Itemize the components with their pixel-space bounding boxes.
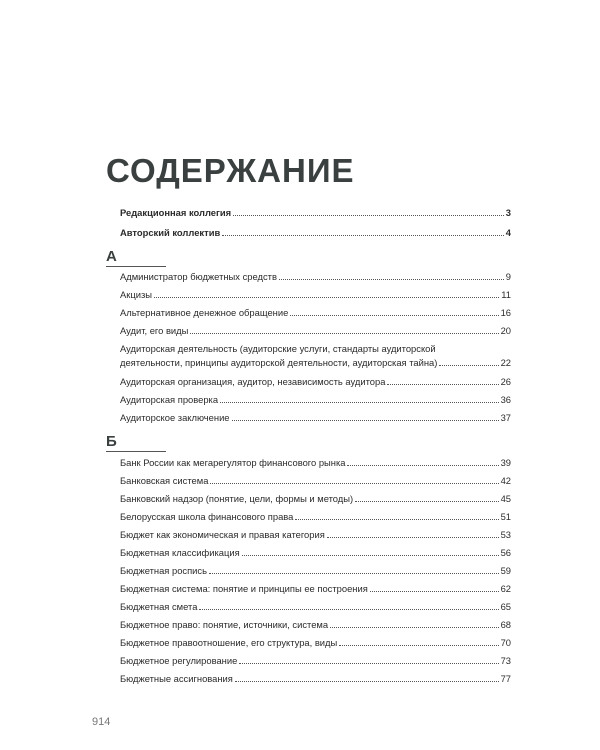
toc-entry[interactable] — [120, 412, 511, 424]
toc-entry[interactable] — [120, 655, 511, 667]
toc-entry-label-line1: Аудиторская деятельность (аудиторские услуги, стандарты аудиторской — [120, 343, 436, 354]
dot-leader — [355, 501, 498, 502]
toc-entry-page: 73 — [500, 655, 511, 666]
toc-entry[interactable] — [120, 565, 511, 577]
section-letter-a: А — [106, 248, 117, 265]
toc-entry-label: Бюджетное регулирование — [120, 655, 238, 666]
toc-entry-label-line2: деятельности, принципы аудиторской деятельности, аудиторская тайна) — [120, 357, 438, 368]
dot-leader — [239, 663, 498, 664]
toc-entry-page: 70 — [500, 637, 511, 648]
toc-entry[interactable] — [120, 637, 511, 649]
section-divider — [106, 266, 166, 267]
toc-entry[interactable] — [120, 673, 511, 685]
toc-entry-label: Банк России как мегарегулятор финансового рынка — [120, 457, 346, 468]
toc-entry-label: Бюджетное правоотношение, его структура, виды — [120, 637, 338, 648]
toc-entry-label: Администратор бюджетных средств — [120, 271, 277, 282]
toc-entry[interactable] — [120, 511, 511, 523]
toc-entry-page: 36 — [500, 394, 511, 405]
page-number: 914 — [92, 716, 111, 728]
dot-leader — [235, 681, 499, 682]
toc-entry[interactable] — [120, 289, 511, 301]
toc-entry[interactable] — [120, 601, 511, 613]
toc-entry-label: Бюджет как экономическая и правая категория — [120, 529, 325, 540]
toc-entry-label: Бюджетное право: понятие, источники, система — [120, 619, 329, 630]
toc-entry-label: Аудиторская проверка — [120, 394, 219, 405]
toc-entry-label: Бюджетная классификация — [120, 547, 240, 558]
dot-leader — [209, 573, 499, 574]
toc-entry-label: Белорусская школа финансового права — [120, 511, 294, 522]
toc-entry[interactable] — [120, 307, 511, 319]
toc-entry[interactable] — [120, 227, 511, 239]
dot-leader — [279, 279, 504, 280]
toc-entry-page: 68 — [500, 619, 511, 630]
toc-entry-label: Авторский коллектив — [120, 227, 221, 238]
toc-entry[interactable] — [120, 529, 511, 541]
toc-entry-page: 53 — [500, 529, 511, 540]
toc-entry[interactable] — [120, 475, 511, 487]
toc-entry-page: 11 — [501, 289, 511, 300]
toc-entry[interactable] — [120, 583, 511, 595]
toc-entry-page: 4 — [505, 227, 511, 238]
toc-entry-label: Бюджетная система: понятие и принципы ее построения — [120, 583, 368, 594]
dot-leader — [290, 315, 498, 316]
toc-entry-page: 16 — [500, 307, 511, 318]
toc-entry[interactable] — [120, 271, 511, 283]
toc-entry-label: Редакционная коллегия — [120, 207, 232, 218]
toc-entry-label: Банковская система — [120, 475, 209, 486]
toc-entry-label: Банковский надзор (понятие, цели, формы и методы) — [120, 493, 354, 504]
toc-entry-label: Аудиторское заключение — [120, 412, 230, 423]
dot-leader — [233, 215, 504, 216]
dot-leader — [387, 384, 498, 385]
toc-entry-page: 20 — [500, 325, 511, 336]
toc-entry-page: 26 — [500, 376, 511, 387]
toc-entry-page: 42 — [500, 475, 511, 486]
section-letter-b: Б — [106, 433, 117, 450]
dot-leader — [199, 609, 498, 610]
dot-leader — [242, 555, 499, 556]
dot-leader — [439, 365, 498, 366]
toc-entry-page: 22 — [500, 357, 511, 368]
toc-entry-page: 45 — [500, 493, 511, 504]
toc-entry-page: 37 — [500, 412, 511, 423]
toc-entry[interactable] — [120, 493, 511, 505]
toc-entry-page: 56 — [500, 547, 511, 558]
dot-leader — [295, 519, 498, 520]
dot-leader — [220, 402, 498, 403]
toc-entry-multiline[interactable] — [120, 342, 511, 370]
toc-entry-page: 3 — [505, 207, 511, 218]
toc-entry[interactable] — [120, 376, 511, 388]
toc-entry-label: Аудит, его виды — [120, 325, 189, 336]
toc-entry[interactable] — [120, 394, 511, 406]
toc-entry-label: Бюджетная смета — [120, 601, 198, 612]
toc-entry-page: 77 — [500, 673, 511, 684]
toc-entry-page: 39 — [500, 457, 511, 468]
dot-leader — [190, 333, 498, 334]
toc-entry[interactable] — [120, 325, 511, 337]
dot-leader — [347, 465, 498, 466]
toc-entry-label: Бюджетные ассигнования — [120, 673, 233, 684]
toc-entry-label: Альтернативное денежное обращение — [120, 307, 289, 318]
toc-entry-page: 59 — [500, 565, 511, 576]
page-title: СОДЕРЖАНИЕ — [106, 152, 355, 189]
toc-entry-page: 51 — [500, 511, 511, 522]
toc-entry-label: Акцизы — [120, 289, 152, 300]
toc-entry-label: Бюджетная роспись — [120, 565, 207, 576]
toc-entry-label: Аудиторская организация, аудитор, независимость аудитора — [120, 376, 386, 387]
section-divider — [106, 451, 166, 452]
dot-leader — [210, 483, 498, 484]
dot-leader — [327, 537, 499, 538]
dot-leader — [370, 591, 499, 592]
toc-entry[interactable] — [120, 207, 511, 219]
toc-entry[interactable] — [120, 619, 511, 631]
dot-leader — [222, 235, 504, 236]
toc-entry-page: 9 — [505, 271, 511, 282]
toc-entry-page: 62 — [500, 583, 511, 594]
toc-entry[interactable] — [120, 457, 511, 469]
dot-leader — [232, 420, 499, 421]
dot-leader — [154, 297, 499, 298]
toc-entry[interactable] — [120, 547, 511, 559]
dot-leader — [339, 645, 498, 646]
toc-entry-page: 65 — [500, 601, 511, 612]
dot-leader — [330, 627, 498, 628]
